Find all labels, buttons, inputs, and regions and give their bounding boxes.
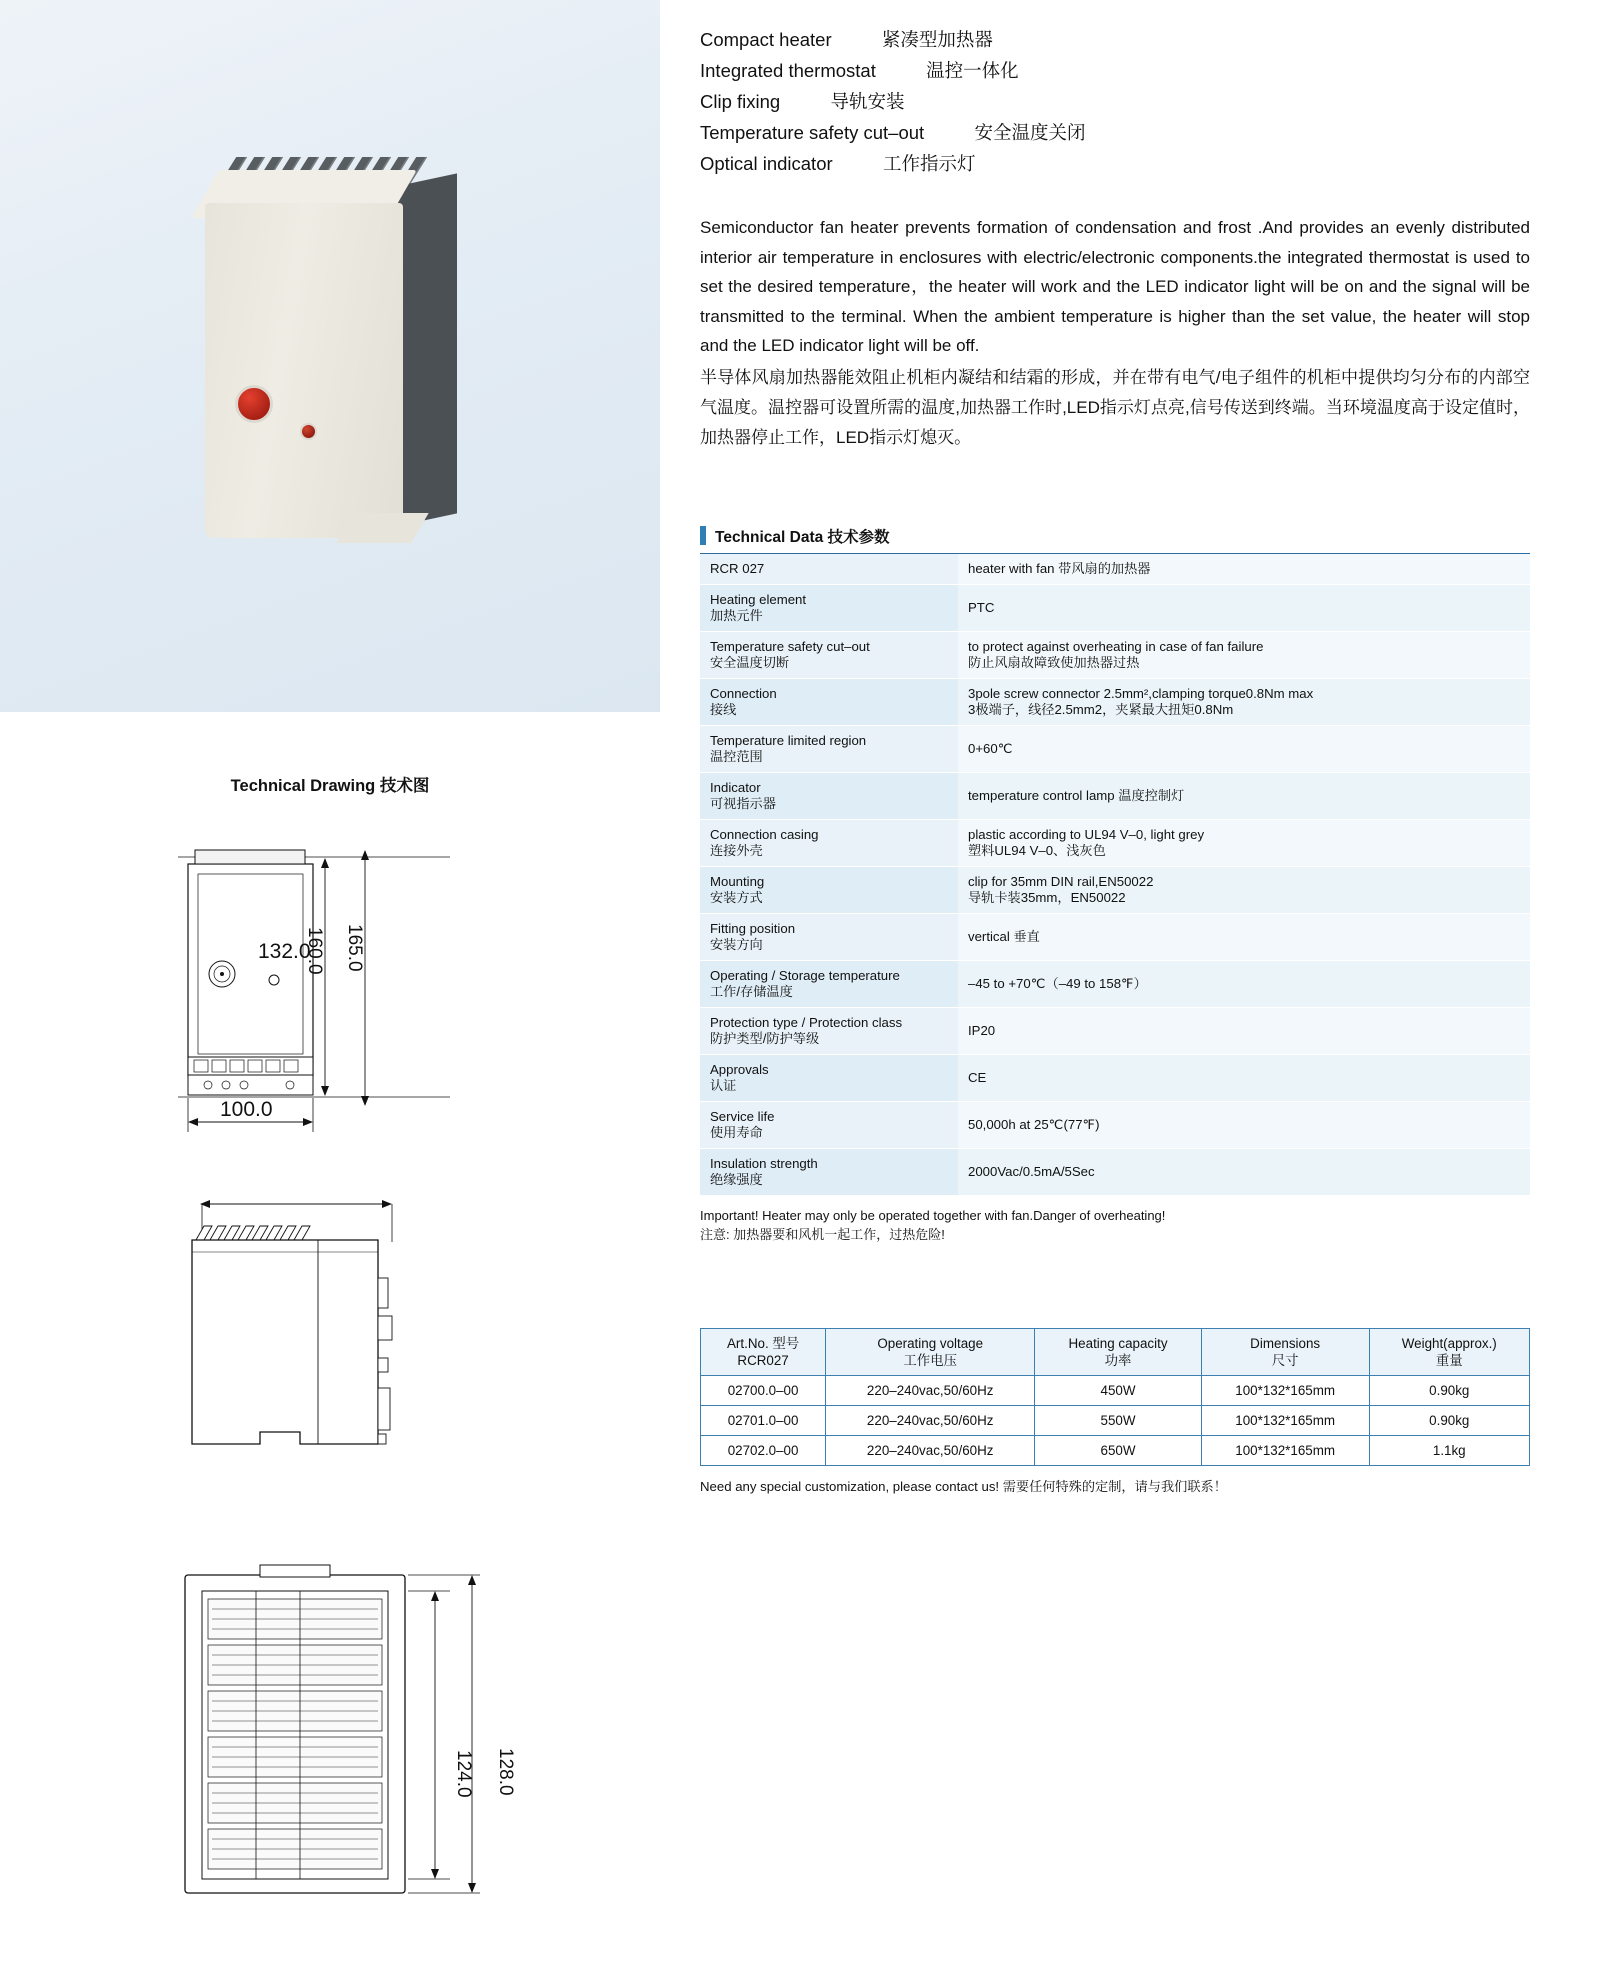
cell-art-no: 02701.0–00	[701, 1405, 826, 1435]
spec-key	[700, 1148, 958, 1195]
table-row	[700, 725, 1530, 772]
spec-key-cn: 安装方向	[710, 936, 763, 952]
table-row	[700, 1007, 1530, 1054]
column-header-voltage: Operating voltage 工作电压	[826, 1328, 1035, 1375]
dim-front-width: 100.0	[220, 1098, 273, 1121]
dim-bottom-outer: 128.0	[495, 1748, 516, 1796]
spec-key	[700, 866, 958, 913]
feature-label-zh: 温控一体化	[926, 60, 1019, 81]
feature-label-en: Optical indicator	[700, 153, 833, 174]
side-view-drawing	[150, 1182, 550, 1512]
spec-key	[700, 819, 958, 866]
content-column	[700, 0, 1530, 1495]
spec-key	[700, 678, 958, 725]
spec-key-cn: 认证	[710, 1077, 737, 1093]
spec-value	[958, 584, 1530, 631]
description-en: Semiconductor fan heater prevents formation of condensation and frost .And provides an evenly distributed interior air temperature in enclosures with electric/electronic components.the integrated thermostat is used to set the desired temperature，the heater will work and the LED indicator light will be on and the signal will be transmitted to the terminal. When the ambient temperature is higher than the set value, the heater will stop and the LED indicator light will be off.	[700, 218, 1530, 355]
feature-label-zh: 导轨安装	[830, 91, 905, 112]
table-row	[700, 819, 1530, 866]
table-row	[701, 1375, 1530, 1405]
spec-key	[700, 554, 958, 585]
customization-note: Need any special customization, please contact us! 需要任何特殊的定制，请与我们联系！	[700, 1478, 1227, 1494]
heater-side-panel	[395, 173, 457, 526]
spec-value-en: 50,000h at 25℃(77℉)	[968, 1116, 1100, 1132]
spec-key-en: RCR 027	[710, 560, 765, 576]
cell-dimensions: 100*132*165mm	[1201, 1405, 1369, 1435]
spec-key	[700, 631, 958, 678]
cell-dimensions: 100*132*165mm	[1201, 1375, 1369, 1405]
spec-value-en: IP20	[968, 1022, 996, 1038]
spec-value-en: plastic according to UL94 V–0, light grey	[968, 826, 1205, 842]
spec-key	[700, 772, 958, 819]
feature-label-en: Integrated thermostat	[700, 60, 876, 81]
feature-item	[700, 55, 1530, 86]
cell-voltage: 220–240vac,50/60Hz	[826, 1375, 1035, 1405]
cell-dimensions: 100*132*165mm	[1201, 1435, 1369, 1465]
spec-value-cn: 塑料UL94 V–0、浅灰色	[968, 842, 1106, 858]
spec-value-en: PTC	[968, 599, 995, 615]
cell-voltage: 220–240vac,50/60Hz	[826, 1435, 1035, 1465]
technical-drawing-title: Technical Drawing 技术图	[230, 777, 430, 795]
led-indicator-icon	[300, 423, 317, 440]
spec-value-en: 3pole screw connector 2.5mm²,clamping torque0.8Nm max	[968, 685, 1314, 701]
spec-value	[958, 960, 1530, 1007]
technical-data-note	[700, 1206, 1530, 1244]
table-row	[700, 1148, 1530, 1195]
spec-key-cn: 连接外壳	[710, 842, 763, 858]
description-cn: 半导体风扇加热器能效阻止机柜内凝结和结霜的形成，并在带有电气/电子组件的机柜中提供均匀分布的内部空气温度。温控器可设置所需的温度,加热器工作时,LED指示灯点亮,信号传送到终端。当环境温度高于设定值时，加热器停止工作，LED指示灯熄灭。	[700, 367, 1530, 447]
cell-weight: 0.90kg	[1369, 1405, 1529, 1435]
bottom-view-drawing	[150, 1547, 550, 1937]
table-row	[700, 678, 1530, 725]
order-table	[700, 1328, 1530, 1466]
note-en: Important! Heater may only be operated together with fan.Danger of overheating!	[700, 1207, 1166, 1223]
technical-drawing-section	[0, 712, 660, 1966]
feature-label-en: Compact heater	[700, 29, 832, 50]
spec-key-cn: 工作/存储温度	[710, 983, 793, 999]
heater-illustration	[180, 155, 490, 525]
table-row	[700, 772, 1530, 819]
cell-capacity: 550W	[1035, 1405, 1202, 1435]
spec-value-en: vertical 垂直	[968, 928, 1040, 944]
spec-key-cn: 加热元件	[710, 607, 763, 623]
technical-data-table	[700, 554, 1530, 1196]
cell-capacity: 650W	[1035, 1435, 1202, 1465]
cell-art-no: 02700.0–00	[701, 1375, 826, 1405]
spec-value	[958, 1101, 1530, 1148]
table-header-row	[701, 1328, 1530, 1375]
technical-data-heading	[700, 525, 1530, 554]
spec-key-en: Operating / Storage temperature	[710, 967, 900, 983]
spec-value-en: temperature control lamp 温度控制灯	[968, 787, 1185, 803]
spec-key-en: Connection	[710, 685, 777, 701]
cell-weight: 1.1kg	[1369, 1435, 1529, 1465]
table-row	[700, 554, 1530, 585]
table-row	[700, 913, 1530, 960]
table-row	[700, 631, 1530, 678]
note-cn: 注意: 加热器要和风机一起工作，过热危险!	[700, 1226, 945, 1242]
spec-key-en: Insulation strength	[710, 1155, 818, 1171]
table-row	[700, 1054, 1530, 1101]
spec-key	[700, 1054, 958, 1101]
spec-key	[700, 725, 958, 772]
spec-key-en: Mounting	[710, 873, 765, 889]
front-view-drawing	[150, 832, 550, 1162]
spec-key-en: Heating element	[710, 591, 807, 607]
cell-capacity: 450W	[1035, 1375, 1202, 1405]
spec-value	[958, 1148, 1530, 1195]
spec-key-cn: 绝缘强度	[710, 1171, 763, 1187]
product-photo	[0, 0, 660, 712]
spec-value-en: CE	[968, 1069, 987, 1085]
spec-value	[958, 913, 1530, 960]
column-header-capacity: Heating capacity 功率	[1035, 1328, 1202, 1375]
cell-weight: 0.90kg	[1369, 1375, 1529, 1405]
spec-key	[700, 1101, 958, 1148]
table-row	[700, 866, 1530, 913]
spec-value-en: 0+60℃	[968, 740, 1013, 756]
feature-label-en: Clip fixing	[700, 91, 781, 112]
spec-key-en: Approvals	[710, 1061, 769, 1077]
feature-item	[700, 148, 1530, 179]
spec-key-cn: 可视指示器	[710, 795, 776, 811]
spec-value	[958, 725, 1530, 772]
table-row	[700, 584, 1530, 631]
spec-key-cn: 温控范围	[710, 748, 763, 764]
dim-front-height-inner: 160.0	[304, 927, 325, 975]
dim-front-height-outer: 165.0	[344, 924, 365, 972]
spec-key	[700, 584, 958, 631]
thermostat-knob-icon	[235, 385, 273, 423]
table-row	[701, 1435, 1530, 1465]
spec-value-en: heater with fan 带风扇的加热器	[968, 560, 1151, 576]
feature-item	[700, 86, 1530, 117]
table-row	[701, 1405, 1530, 1435]
technical-data-title: Technical Data 技术参数	[715, 528, 890, 546]
spec-key-en: Fitting position	[710, 920, 796, 936]
spec-key-en: Protection type / Protection class	[710, 1014, 903, 1030]
spec-value-cn: 防止风扇故障致使加热器过热	[968, 654, 1140, 670]
spec-value	[958, 866, 1530, 913]
table-row	[700, 1101, 1530, 1148]
spec-key	[700, 960, 958, 1007]
spec-value	[958, 554, 1530, 585]
spec-value	[958, 772, 1530, 819]
spec-key	[700, 913, 958, 960]
spec-key-en: Temperature safety cut–out	[710, 638, 870, 654]
spec-key-cn: 安装方式	[710, 889, 763, 905]
column-header-dimensions: Dimensions 尺寸	[1201, 1328, 1369, 1375]
dim-side-width: 132.0	[258, 940, 311, 963]
spec-value-en: –45 to +70℃（–49 to 158℉）	[968, 975, 1147, 991]
heater-front-panel	[205, 203, 403, 538]
feature-label-zh: 安全温度关闭	[974, 122, 1086, 143]
column-header-art-no: Art.No. 型号 RCR027	[701, 1328, 826, 1375]
spec-key-en: Indicator	[710, 779, 761, 795]
spec-key	[700, 1007, 958, 1054]
feature-label-zh: 工作指示灯	[882, 153, 976, 174]
spec-key-en: Connection casing	[710, 826, 819, 842]
spec-value-en: clip for 35mm DIN rail,EN50022	[968, 873, 1154, 889]
dim-bottom-inner: 124.0	[453, 1750, 474, 1798]
product-description	[700, 213, 1530, 453]
spec-key-cn: 接线	[710, 701, 737, 717]
spec-key-cn: 防护类型/防护等级	[710, 1030, 820, 1046]
spec-value-en: 2000Vac/0.5mA/5Sec	[968, 1163, 1095, 1179]
feature-label-en: Temperature safety cut–out	[700, 122, 925, 143]
cell-voltage: 220–240vac,50/60Hz	[826, 1405, 1035, 1435]
table-row	[700, 960, 1530, 1007]
column-header-weight: Weight(approx.) 重量	[1369, 1328, 1529, 1375]
spec-value	[958, 1007, 1530, 1054]
feature-item	[700, 117, 1530, 148]
spec-value	[958, 819, 1530, 866]
spec-key-cn: 使用寿命	[710, 1124, 763, 1140]
accent-bar-icon	[700, 526, 706, 545]
spec-key-cn: 安全温度切断	[710, 654, 790, 670]
spec-value	[958, 1054, 1530, 1101]
spec-value	[958, 631, 1530, 678]
spec-value-cn: 导轨卡装35mm，EN50022	[968, 889, 1126, 905]
spec-key-en: Temperature limited region	[710, 732, 867, 748]
cell-art-no: 02702.0–00	[701, 1435, 826, 1465]
spec-key-en: Service life	[710, 1108, 775, 1124]
feature-label-zh: 紧凑型加热器	[881, 29, 993, 50]
spec-value-cn: 3极端子，线径2.5mm2，夹紧最大扭矩0.8Nm	[968, 701, 1234, 717]
heater-foot	[336, 513, 428, 543]
feature-item	[700, 24, 1530, 55]
feature-list	[700, 24, 1530, 179]
spec-value-en: to protect against overheating in case of fan failure	[968, 638, 1264, 654]
spec-value	[958, 678, 1530, 725]
